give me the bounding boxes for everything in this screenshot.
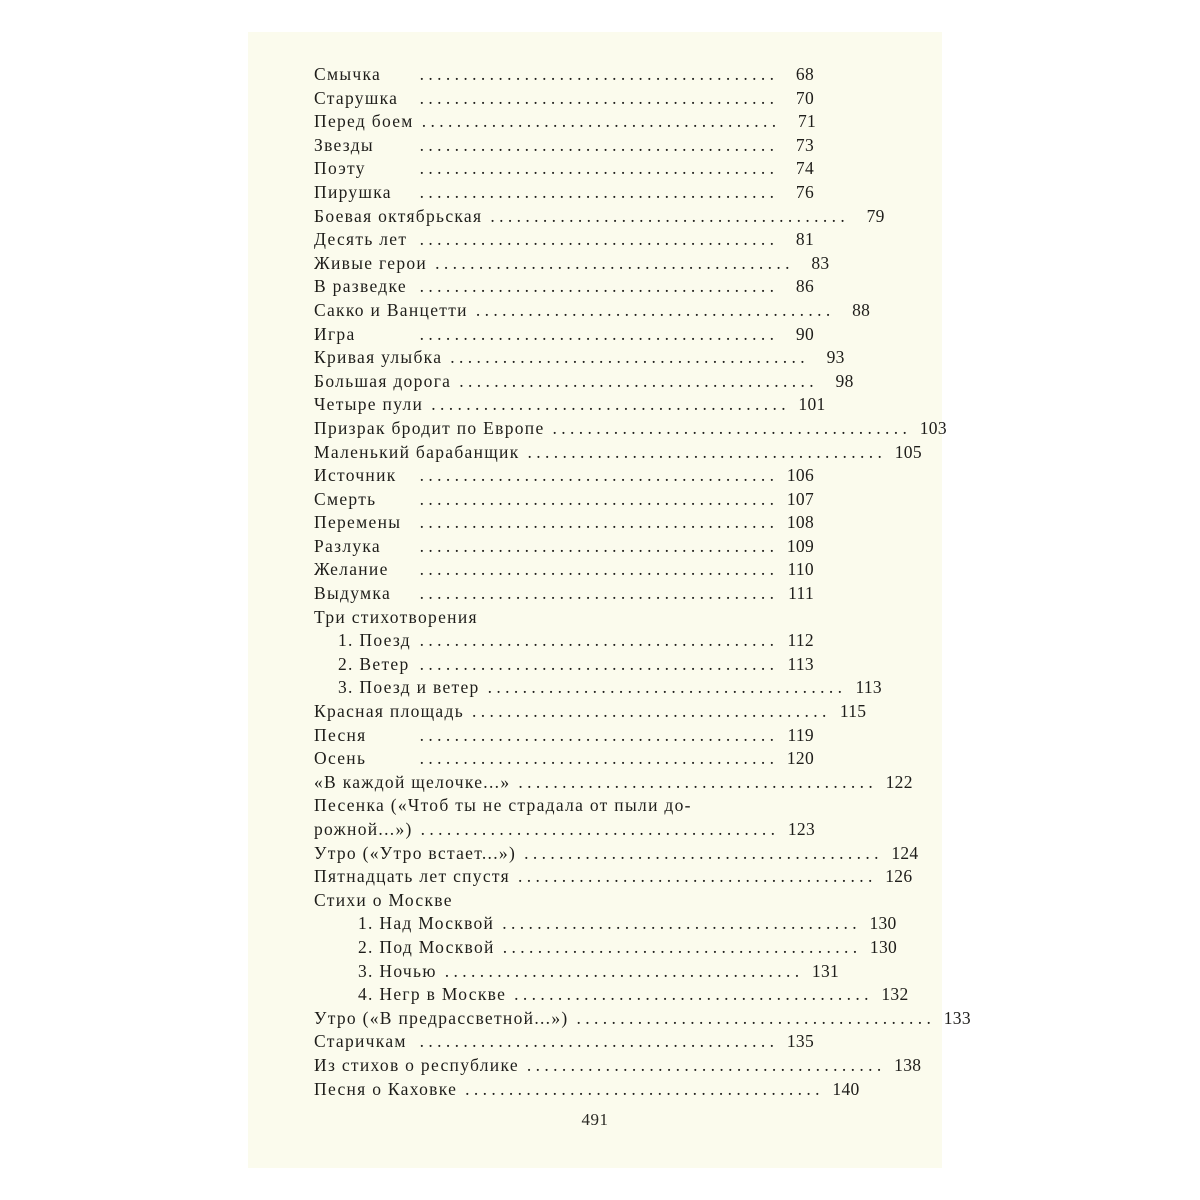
toc-entry xyxy=(314,747,814,771)
entry-page-number: 107 xyxy=(786,488,814,509)
dot-leader: . . . . . . . . . . . . . . . . . . . . . . . . . . . . . . . . . . . . . . . . . xyxy=(502,913,857,934)
entry-page-number: 71 xyxy=(797,111,817,132)
entry-title: 2. Ветер xyxy=(338,653,410,674)
dot-leader: . . . . . . . . . . . . . . . . . . . . . . . . . . . . . . . . . . . . . . . . . xyxy=(465,1078,820,1099)
toc-subentry xyxy=(314,653,814,677)
dot-leader: . . . . . . . . . . . . . . . . . . . . . . . . . . . . . . . . . . . . . . . . . xyxy=(419,583,774,604)
toc-entry xyxy=(314,464,814,488)
entry-page-number: 98 xyxy=(835,370,854,391)
entry-page-number: 120 xyxy=(786,748,814,769)
dot-leader: . . . . . . . . . . . . . . . . . . . . . . . . . . . . . . . . . . . . . . . . . xyxy=(421,111,777,132)
toc-entry xyxy=(314,370,854,394)
dot-leader: . . . . . . . . . . . . . . . . . . . . . . . . . . . . . . . . . . . . . . . . . xyxy=(435,252,790,273)
entry-title: Из стихов о республике xyxy=(314,1054,519,1075)
dot-leader: . . . . . . . . . . . . . . . . . . . . . . . . . . . . . . . . . . . . . . . . . xyxy=(459,370,814,391)
toc-entry xyxy=(314,393,826,417)
entry-title: 2. Под Москвой xyxy=(358,936,495,957)
entry-page-number: 110 xyxy=(787,559,814,580)
toc-subentry xyxy=(314,676,882,700)
toc-section-heading xyxy=(314,606,814,630)
entry-title: Четыре пули xyxy=(314,394,424,415)
entry-title: Осень xyxy=(314,748,367,769)
entry-page-number: 101 xyxy=(798,394,826,415)
entry-title: 4. Негр в Москве xyxy=(358,984,507,1005)
toc-entry xyxy=(314,87,814,111)
entry-title: Старушка xyxy=(314,87,399,108)
entry-page-number: 140 xyxy=(832,1078,860,1099)
dot-leader: . . . . . . . . . . . . . . . . . . . . . . . . . . . . . . . . . . . . . . . . . xyxy=(527,441,882,462)
entry-title: Красная площадь xyxy=(314,701,464,722)
entry-title: 3. Поезд и ветер xyxy=(338,677,480,698)
dot-leader: . . . . . . . . . . . . . . . . . . . . . . . . . . . . . . . . . . . . . . . . . xyxy=(419,512,774,533)
toc-entry-first-line xyxy=(314,794,814,818)
entry-page-number: 130 xyxy=(869,936,898,957)
entry-page-number: 138 xyxy=(894,1054,922,1075)
dot-leader: . . . . . . . . . . . . . . . . . . . . . . . . . . . . . . . . . . . . . . . . . xyxy=(524,842,879,863)
entry-page-number: 111 xyxy=(788,583,814,604)
entry-page-number: 105 xyxy=(894,441,922,462)
toc-entry xyxy=(314,299,871,323)
toc-entry xyxy=(314,582,814,606)
dot-leader: . . . . . . . . . . . . . . . . . . . . . . . . . . . . . . . . . . . . . . . . . xyxy=(419,748,774,769)
entry-title: Старичкам xyxy=(314,1031,407,1052)
entry-page-number: 73 xyxy=(795,134,814,155)
dot-leader: . . . . . . . . . . . . . . . . . . . . . . . . . . . . . . . . . . . . . . . . . xyxy=(518,771,873,792)
entry-title: Боевая октябрьская xyxy=(314,205,483,226)
toc-entry xyxy=(314,228,814,252)
page-number: 491 xyxy=(581,1110,609,1129)
toc-entry xyxy=(314,110,817,134)
entry-title: Живые герои xyxy=(314,252,428,273)
entry-page-number: 108 xyxy=(786,512,814,533)
entry-title: Призрак бродит по Европе xyxy=(314,417,545,438)
dot-leader: . . . . . . . . . . . . . . . . . . . . . . . . . . . . . . . . . . . . . . . . . xyxy=(419,559,774,580)
entry-title: 1. Над Москвой xyxy=(358,913,495,934)
toc-subentry xyxy=(314,912,897,936)
dot-leader: . . . . . . . . . . . . . . . . . . . . . . . . . . . . . . . . . . . . . . . . . xyxy=(420,819,776,839)
toc-entry xyxy=(314,535,814,559)
entry-page-number: 130 xyxy=(869,913,897,934)
dot-leader: . . . . . . . . . . . . . . . . . . . . . . . . . . . . . . . . . . . . . . . . . xyxy=(552,417,907,438)
toc-entry xyxy=(314,700,867,724)
dot-leader: . . . . . . . . . . . . . . . . . . . . . . . . . . . . . . . . . . . . . . . . . xyxy=(487,677,842,698)
dot-leader: . . . . . . . . . . . . . . . . . . . . . . . . . . . . . . . . . . . . . . . . . xyxy=(490,205,845,226)
dot-leader: . . . . . . . . . . . . . . . . . . . . . . . . . . . . . . . . . . . . . . . . . xyxy=(419,488,774,509)
toc-subentry xyxy=(314,960,840,984)
entry-page-number: 113 xyxy=(787,653,814,674)
toc-entry xyxy=(314,275,814,299)
entry-page-number: 93 xyxy=(826,347,845,368)
toc-entry xyxy=(314,205,885,229)
dot-leader: . . . . . . . . . . . . . . . . . . . . . . . . . . . . . . . . . . . . . . . . . xyxy=(475,299,831,320)
toc-entry xyxy=(314,417,947,441)
entry-page-number: 112 xyxy=(787,630,814,651)
entry-page-number: 132 xyxy=(881,984,909,1005)
entry-page-number: 135 xyxy=(786,1031,814,1052)
entry-page-number: 123 xyxy=(787,819,816,839)
entry-page-number: 119 xyxy=(787,724,814,745)
entry-page-number: 68 xyxy=(795,64,814,84)
entry-title: Перед боем xyxy=(314,111,414,132)
toc-entry xyxy=(314,1030,814,1054)
dot-leader: . . . . . . . . . . . . . . . . . . . . . . . . . . . . . . . . . . . . . . . . . xyxy=(518,866,873,887)
toc-entry xyxy=(314,252,830,276)
entry-page-number: 115 xyxy=(839,701,867,722)
entry-title: Пятнадцать лет спустя xyxy=(314,866,510,887)
book-page xyxy=(248,32,971,1168)
toc-subentry xyxy=(314,629,814,653)
dot-leader: . . . . . . . . . . . . . . . . . . . . . . . . . . . . . . . . . . . . . . . . . xyxy=(419,87,774,108)
dot-leader: . . . . . . . . . . . . . . . . . . . . . . . . . . . . . . . . . . . . . . . . . xyxy=(444,960,800,981)
entry-title: Десять лет xyxy=(314,229,408,250)
dot-leader: . . . . . . . . . . . . . . . . . . . . . . . . . . . . . . . . . . . . . . . . . xyxy=(419,630,774,651)
entry-page-number: 88 xyxy=(852,299,871,320)
toc-entry xyxy=(314,842,919,866)
entry-page-number: 103 xyxy=(919,417,947,438)
entry-page-number: 133 xyxy=(943,1007,971,1028)
dot-leader: . . . . . . . . . . . . . . . . . . . . . . . . . . . . . . . . . . . . . . . . . xyxy=(502,936,858,957)
entry-page-number: 131 xyxy=(811,960,840,981)
entry-title: рожной...») xyxy=(314,819,413,839)
entry-page-number: 126 xyxy=(885,866,913,887)
entry-page-number: 124 xyxy=(891,842,919,863)
entry-title: Кривая улыбка xyxy=(314,347,443,368)
entry-title: Песня xyxy=(314,724,367,745)
entry-title: Большая дорога xyxy=(314,370,452,391)
dot-leader: . . . . . . . . . . . . . . . . . . . . . . . . . . . . . . . . . . . . . . . . . xyxy=(419,323,774,344)
dot-leader: . . . . . . . . . . . . . . . . . . . . . . . . . . . . . . . . . . . . . . . . . xyxy=(419,535,774,556)
entry-title: Поэту xyxy=(314,158,366,179)
dot-leader: . . . . . . . . . . . . . . . . . . . . . . . . . . . . . . . . . . . . . . . . . xyxy=(431,394,786,415)
entry-page-number: 74 xyxy=(795,158,814,179)
toc-entry xyxy=(314,181,814,205)
dot-leader: . . . . . . . . . . . . . . . . . . . . . . . . . . . . . . . . . . . . . . . . . xyxy=(419,724,774,745)
entry-title: Выдумка xyxy=(314,583,392,604)
entry-title: В разведке xyxy=(314,276,407,297)
toc-entry xyxy=(314,724,814,748)
toc-entry xyxy=(314,488,814,512)
toc-entry xyxy=(314,1007,971,1031)
toc-subentry xyxy=(314,936,898,960)
dot-leader: . . . . . . . . . . . . . . . . . . . . . . . . . . . . . . . . . . . . . . . . . xyxy=(419,64,774,84)
dot-leader: . . . . . . . . . . . . . . . . . . . . . . . . . . . . . . . . . . . . . . . . . xyxy=(419,158,774,179)
entry-title: Перемены xyxy=(314,512,402,533)
dot-leader: . . . . . . . . . . . . . . . . . . . . . . . . . . . . . . . . . . . . . . . . . xyxy=(450,347,805,368)
toc-entry xyxy=(314,63,814,87)
dot-leader: . . . . . . . . . . . . . . . . . . . . . . . . . . . . . . . . . . . . . . . . . xyxy=(419,181,774,202)
entry-title: Три стихотворения xyxy=(314,606,478,627)
dot-leader: . . . . . . . . . . . . . . . . . . . . . . . . . . . . . . . . . . . . . . . . . xyxy=(419,653,774,674)
toc-entry xyxy=(314,441,922,465)
toc-entry xyxy=(314,134,814,158)
entry-page-number: 76 xyxy=(795,181,814,202)
entry-title: Желание xyxy=(314,559,389,580)
entry-page-number: 109 xyxy=(786,535,814,556)
dot-leader: . . . . . . . . . . . . . . . . . . . . . . . . . . . . . . . . . . . . . . . . . xyxy=(514,984,869,1005)
dot-leader: . . . . . . . . . . . . . . . . . . . . . . . . . . . . . . . . . . . . . . . . . xyxy=(419,465,774,486)
table-of-contents xyxy=(314,63,971,1101)
entry-title: Пирушка xyxy=(314,181,392,202)
entry-page-number: 122 xyxy=(885,771,913,792)
entry-title: Смычка xyxy=(314,64,382,84)
toc-subentry xyxy=(314,983,909,1007)
entry-page-number: 90 xyxy=(795,323,814,344)
toc-entry-continuation xyxy=(314,818,814,842)
entry-title: Разлука xyxy=(314,535,382,556)
entry-page-number: 113 xyxy=(855,677,882,698)
entry-page-number: 70 xyxy=(795,87,814,108)
entry-page-number: 106 xyxy=(786,465,814,486)
entry-title: 3. Ночью xyxy=(358,960,437,981)
dot-leader: . . . . . . . . . . . . . . . . . . . . . . . . . . . . . . . . . . . . . . . . . xyxy=(526,1054,882,1075)
entry-title: Смерть xyxy=(314,488,377,509)
toc-entry xyxy=(314,558,814,582)
toc-entry xyxy=(314,1054,922,1078)
entry-title: «В каждой щелочке...» xyxy=(314,771,511,792)
entry-title: 1. Поезд xyxy=(338,630,411,651)
entry-title: Песня о Каховке xyxy=(314,1078,458,1099)
toc-entry xyxy=(314,1078,860,1102)
toc-entry xyxy=(314,771,913,795)
toc-entry xyxy=(314,157,814,181)
entry-title: Игра xyxy=(314,323,356,344)
dot-leader: . . . . . . . . . . . . . . . . . . . . . . . . . . . . . . . . . . . . . . . . . xyxy=(576,1007,931,1028)
dot-leader: . . . . . . . . . . . . . . . . . . . . . . . . . . . . . . . . . . . . . . . . . xyxy=(419,229,774,250)
toc-entry xyxy=(314,323,814,347)
entry-page-number: 83 xyxy=(811,252,830,273)
toc-section-heading xyxy=(314,889,814,913)
entry-title: Сакко и Ванцетти xyxy=(314,299,468,320)
entry-title: Маленький барабанщик xyxy=(314,441,520,462)
dot-leader: . . . . . . . . . . . . . . . . . . . . . . . . . . . . . . . . . . . . . . . . . xyxy=(419,276,774,297)
entry-title: Стихи о Москве xyxy=(314,889,453,910)
entry-title: Утро («В предрассветной...») xyxy=(314,1007,569,1028)
dot-leader: . . . . . . . . . . . . . . . . . . . . . . . . . . . . . . . . . . . . . . . . . xyxy=(472,701,827,722)
toc-entry xyxy=(314,511,814,535)
toc-entry xyxy=(314,865,913,889)
entry-title: Звезды xyxy=(314,134,374,155)
dot-leader: . . . . . . . . . . . . . . . . . . . . . . . . . . . . . . . . . . . . . . . . . xyxy=(419,1031,774,1052)
dot-leader: . . . . . . . . . . . . . . . . . . . . . . . . . . . . . . . . . . . . . . . . . xyxy=(419,134,774,155)
entry-page-number: 81 xyxy=(795,229,814,250)
entry-page-number: 79 xyxy=(866,205,885,226)
entry-title: Утро («Утро встает...») xyxy=(314,842,517,863)
toc-entry xyxy=(314,346,845,370)
entry-page-number: 86 xyxy=(795,276,814,297)
entry-title: Песенка («Чтоб ты не страдала от пыли до- xyxy=(314,795,692,816)
entry-title: Источник xyxy=(314,465,397,486)
